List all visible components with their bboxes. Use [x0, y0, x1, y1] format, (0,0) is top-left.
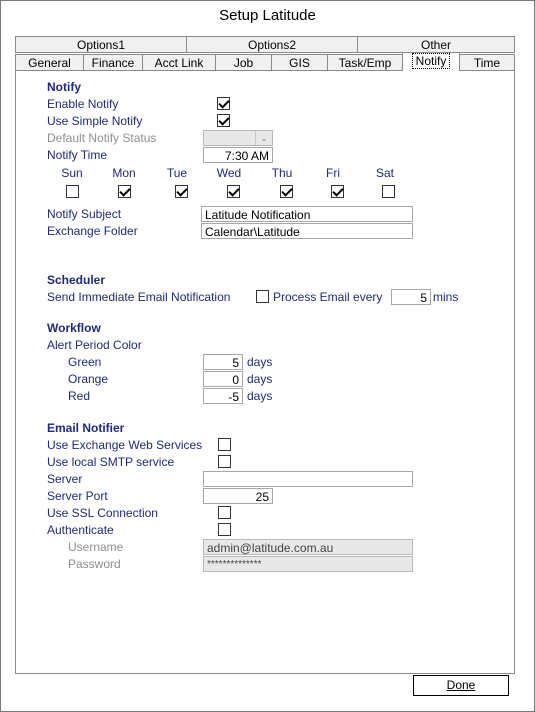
default-status-label: Default Notify Status [47, 131, 157, 145]
day-checkbox-thu[interactable] [280, 185, 293, 198]
ews-checkbox[interactable] [218, 438, 231, 451]
ssl-checkbox[interactable] [218, 506, 231, 519]
server-label: Server [47, 472, 83, 486]
notify-time-label: Notify Time [47, 148, 108, 162]
server-port-label: Server Port [47, 489, 108, 503]
smtp-label: Use local SMTP service [47, 455, 175, 469]
tab-finance[interactable]: Finance [83, 54, 143, 71]
green-days-field[interactable]: 5 [203, 354, 243, 370]
tab-gis[interactable]: GIS [271, 54, 328, 71]
day-label-mon: Mon [112, 166, 136, 180]
day-label-sat: Sat [375, 166, 394, 180]
exchange-folder-label: Exchange Folder [47, 224, 138, 238]
tab-other[interactable]: Other [357, 36, 515, 53]
day-label-sun: Sun [61, 166, 83, 180]
day-checkbox-wed[interactable] [227, 185, 240, 198]
orange-days-field[interactable]: 0 [203, 371, 243, 387]
send-immediate-label: Send Immediate Email Notification [47, 290, 231, 304]
tab-task-emp[interactable]: Task/Emp [327, 54, 403, 71]
tab-job[interactable]: Job [215, 54, 272, 71]
done-button-label: Done [446, 678, 476, 692]
green-label: Green [68, 355, 102, 369]
day-label-thu: Thu [271, 166, 293, 180]
red-unit: days [247, 389, 273, 403]
process-email-unit: mins [433, 290, 459, 304]
username-label: Username [68, 540, 124, 554]
red-days-field[interactable]: -5 [203, 388, 243, 404]
workflow-heading: Workflow [47, 321, 101, 335]
server-field[interactable] [203, 471, 413, 487]
process-email-interval-field[interactable]: 5 [391, 289, 431, 305]
ssl-label: Use SSL Connection [47, 506, 158, 520]
password-label: Password [68, 557, 121, 571]
username-field[interactable]: admin@latitude.com.au [203, 539, 413, 555]
tab-acct-link[interactable]: Acct Link [142, 54, 216, 71]
day-checkbox-sat[interactable] [382, 185, 395, 198]
process-email-label: Process Email every [273, 290, 383, 304]
authenticate-checkbox[interactable] [218, 523, 231, 536]
day-checkbox-fri[interactable] [331, 185, 344, 198]
done-button[interactable] [413, 675, 509, 696]
tab-notify[interactable]: Notify [402, 52, 460, 71]
enable-notify-label: Enable Notify [47, 97, 119, 111]
tab-options1[interactable]: Options1 [15, 36, 187, 53]
tab-time[interactable]: Time [459, 54, 515, 71]
email-notifier-heading: Email Notifier [47, 421, 125, 435]
ews-label: Use Exchange Web Services [47, 438, 203, 452]
default-status-select[interactable] [203, 130, 273, 146]
day-checkbox-tue[interactable] [175, 185, 188, 198]
day-checkbox-sun[interactable] [66, 185, 79, 198]
day-label-tue: Tue [166, 166, 188, 180]
send-immediate-checkbox[interactable] [256, 290, 269, 303]
window-title: Setup Latitude [219, 7, 316, 24]
chevron-down-icon: ⌄ [255, 131, 272, 145]
day-label-wed: Wed [216, 166, 242, 180]
tab-options2[interactable]: Options2 [186, 36, 358, 53]
notify-subject-label: Notify Subject [47, 207, 122, 221]
smtp-checkbox[interactable] [218, 455, 231, 468]
server-port-field[interactable]: 25 [203, 488, 273, 504]
alert-period-label: Alert Period Color [47, 338, 142, 352]
authenticate-label: Authenticate [47, 523, 114, 537]
orange-unit: days [247, 372, 273, 386]
password-field[interactable]: ************** [203, 556, 413, 572]
day-checkbox-mon[interactable] [118, 185, 131, 198]
tab-general[interactable]: General [15, 54, 84, 71]
notify-subject-field[interactable]: Latitude Notification [201, 206, 413, 222]
red-label: Red [68, 389, 91, 403]
green-unit: days [247, 355, 273, 369]
day-label-fri: Fri [326, 166, 340, 180]
notify-time-field[interactable]: 7:30 AM [203, 147, 273, 163]
exchange-folder-field[interactable]: Calendar\Latitude [201, 223, 413, 239]
scheduler-heading: Scheduler [47, 273, 106, 287]
enable-notify-checkbox[interactable] [217, 97, 230, 110]
orange-label: Orange [68, 372, 109, 386]
simple-notify-checkbox[interactable] [217, 114, 230, 127]
notify-heading: Notify [47, 80, 81, 94]
simple-notify-label: Use Simple Notify [47, 114, 143, 128]
